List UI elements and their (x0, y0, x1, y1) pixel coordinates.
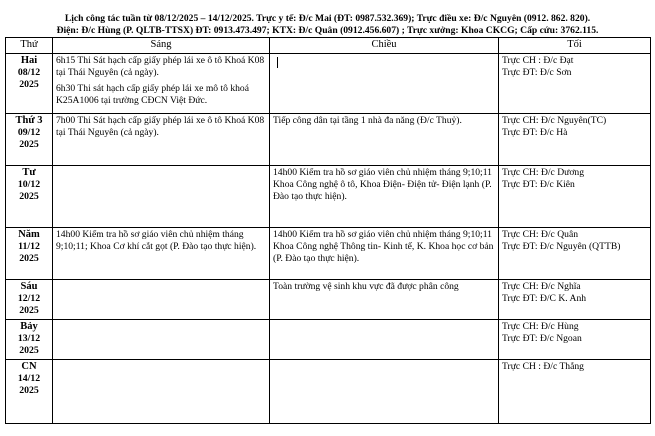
table-header-row (6, 38, 651, 54)
evening-cell (499, 166, 651, 228)
table-row (6, 280, 651, 320)
table-row (6, 114, 651, 166)
day-cell (6, 166, 53, 228)
activity-entry: 14h00 Kiểm tra hồ sơ giáo viên chủ nhiệm tháng 9;10;11; Khoa Cơ khí cắt gọt (P. Đào tạo thực hiện). (56, 229, 257, 252)
day-year: 2025 (19, 345, 39, 356)
afternoon-cell (270, 320, 499, 360)
afternoon-cell (270, 280, 499, 320)
activity-entry: 7h00 Thi Sát hạch cấp giấy phép lái xe ô tô Khoá K08 tại Thái Nguyên (cả ngày). (56, 115, 265, 138)
day-year: 2025 (19, 139, 39, 150)
day-date: 14/12 (17, 373, 41, 384)
activity-entry: 6h30 Thi sát hạch cấp giấy phép lái xe mô tô khoá K25A1006 tại trường CĐCN Việt Đức. (56, 83, 249, 106)
day-date: 12/12 (17, 293, 41, 304)
day-date: 09/12 (17, 127, 41, 138)
column-header-morning: Sáng (53, 38, 270, 54)
afternoon-cell (270, 166, 499, 228)
evening-cell (499, 360, 651, 424)
schedule-title-line: Lịch công tác tuần từ 08/12/2025 – 14/12/2025. Trực y tế: Đ/c Mai (ĐT: 0987.532.369); Trực điều xe: Đ/c Nguyên (0912. 862. 820). (64, 13, 591, 24)
evening-cell (499, 114, 651, 166)
day-year: 2025 (19, 79, 39, 90)
column-header-day: Thứ (6, 38, 53, 54)
day-date: 08/12 (17, 67, 41, 78)
weekly-schedule-table (5, 37, 651, 424)
day-cell (6, 360, 53, 424)
day-name: Thứ 3 (15, 115, 43, 126)
day-year: 2025 (19, 385, 39, 396)
day-year: 2025 (19, 253, 39, 264)
morning-cell (53, 280, 270, 320)
table-row (6, 166, 651, 228)
column-header-evening: Tối (499, 38, 651, 54)
activity-entry: 14h00 Kiểm tra hồ sơ giáo viên chủ nhiệm tháng 9;10;11 Khoa Công nghệ ô tô, Khoa Điện- Điện tử- Điện lạnh (P. Đào tạo thực hiện). (273, 167, 492, 202)
morning-cell (53, 114, 270, 166)
morning-cell (53, 360, 270, 424)
duty-entry: Trực CH : Đ/c Thắng (502, 361, 584, 372)
activity-entry: Tiếp công dân tại tầng 1 nhà đa năng (Đ/c Thuỷ). (273, 115, 462, 126)
duty-entry: Trực CH: Đ/c Hùng (502, 321, 579, 332)
day-cell (6, 320, 53, 360)
day-year: 2025 (19, 305, 39, 316)
afternoon-cell (270, 228, 499, 280)
duty-entry: Trực ĐT: Đ/c Sơn (502, 67, 572, 78)
text-cursor-icon[interactable] (277, 57, 278, 68)
activity-entry: Toàn trường vệ sinh khu vực đã được phân công (273, 281, 459, 292)
morning-cell (53, 320, 270, 360)
morning-cell (53, 166, 270, 228)
duty-entry: Trực ĐT: Đ/c Kiên (502, 179, 575, 190)
day-date: 13/12 (17, 333, 41, 344)
table-row (6, 228, 651, 280)
afternoon-cell (270, 114, 499, 166)
column-header-afternoon: Chiều (270, 38, 499, 54)
day-cell (6, 54, 53, 114)
table-row (6, 360, 651, 424)
day-name: Sáu (20, 281, 38, 292)
duty-entry: Trực ĐT: Đ/c Hà (502, 127, 568, 138)
evening-cell (499, 320, 651, 360)
schedule-contacts-line: Điện: Đ/c Hùng (P. QLTB-TTSX) ĐT: 0913.473.497; KTX: Đ/c Quân (0912.456.607) ; Trực xưởng: Khoa CKCG; Cấp cứu: 3762.115. (56, 25, 599, 36)
morning-cell (53, 228, 270, 280)
day-date: 11/12 (18, 241, 40, 252)
day-name: CN (21, 361, 37, 372)
day-name: Tư (22, 167, 36, 178)
day-date: 10/12 (17, 179, 41, 190)
day-name: Năm (18, 229, 40, 240)
day-name: Hai (20, 55, 38, 66)
afternoon-cell (270, 54, 499, 114)
activity-entry: 6h15 Thi Sát hạch cấp giấy phép lái xe ô tô Khoá K08 tại Thái Nguyên (cả ngày). (56, 55, 265, 78)
table-row (6, 320, 651, 360)
morning-cell (53, 54, 270, 114)
day-name: Bảy (20, 321, 38, 332)
duty-entry: Trực ĐT: Đ/C K. Anh (502, 293, 587, 304)
evening-cell (499, 54, 651, 114)
evening-cell (499, 228, 651, 280)
duty-entry: Trực CH: Đ/c Nghĩa (502, 281, 581, 292)
duty-entry: Trực CH : Đ/c Đạt (502, 55, 574, 66)
table-row (6, 54, 651, 114)
day-cell (6, 228, 53, 280)
activity-entry: 14h00 Kiểm tra hồ sơ giáo viên chủ nhiệm tháng 9;10;11 Khoa Công nghệ Thông tin- Kinh tế, K. Khoa học cơ bản (P. Đào tạo thực hiện). (273, 229, 494, 264)
duty-entry: Trực CH: Đ/c Nguyên(TC) (502, 115, 607, 126)
duty-entry: Trực CH: Đ/c Quân (502, 229, 578, 240)
duty-entry: Trực ĐT: Đ/c Nguyên (QTTB) (502, 241, 621, 252)
afternoon-cell (270, 360, 499, 424)
duty-entry: Trực CH: Đ/c Dương (502, 167, 585, 178)
day-cell (6, 280, 53, 320)
evening-cell (499, 280, 651, 320)
day-year: 2025 (19, 191, 39, 202)
duty-entry: Trực ĐT: Đ/c Ngoan (502, 333, 582, 344)
day-cell (6, 114, 53, 166)
